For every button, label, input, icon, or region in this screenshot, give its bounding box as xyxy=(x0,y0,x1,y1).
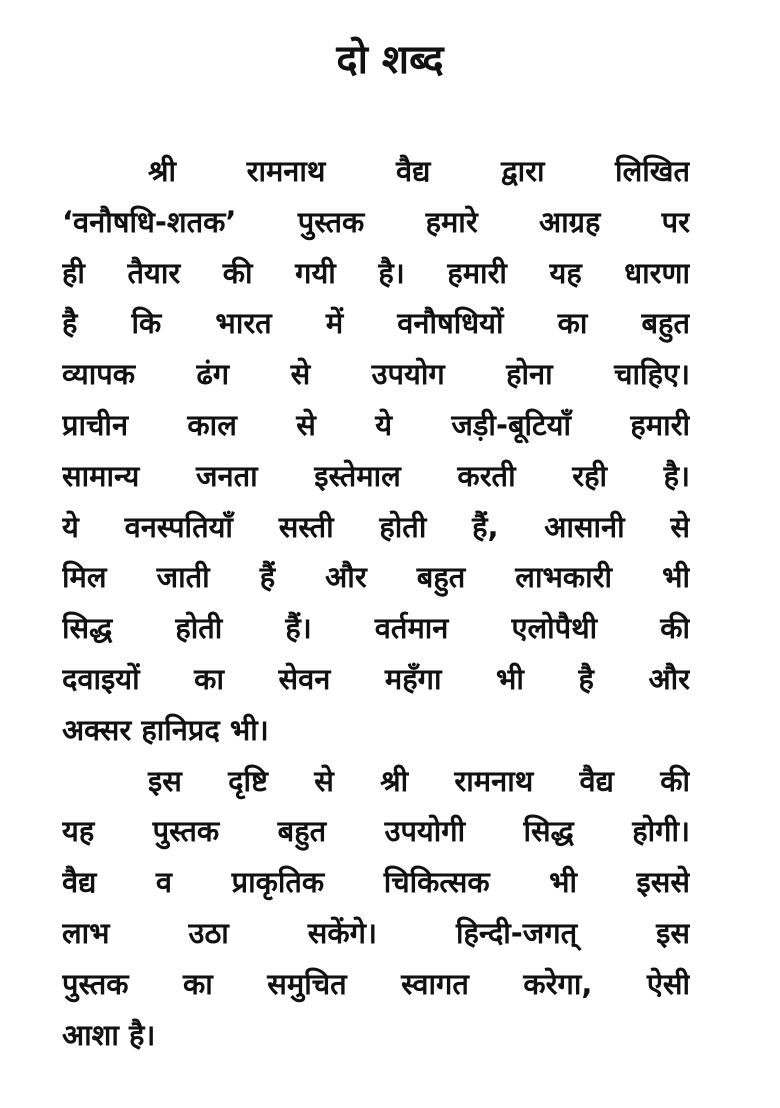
text-line: सिद्ध होती हैं। वर्तमान एलोपैथी की xyxy=(62,611,690,646)
text-line: वैद्य व प्राकृतिक चिकित्सक भी इससे xyxy=(62,865,690,900)
text-line: अक्सर हानिप्रद भी। xyxy=(62,712,269,747)
text-line: मिल जाती हैं और बहुत लाभकारी भी xyxy=(62,560,690,595)
paragraph-1 xyxy=(62,146,690,756)
paragraph-2 xyxy=(62,756,690,1061)
text-line: है कि भारत में वनौषधियों का बहुत xyxy=(62,306,690,341)
text-line: यह पुस्तक बहुत उपयोगी सिद्ध होगी। xyxy=(62,814,690,849)
page-title: दो शब्द xyxy=(336,37,444,83)
text-line: लाभ उठा सकेंगे। हिन्दी-जगत् इस xyxy=(62,915,690,950)
text-line: ही तैयार की गयी है। हमारी यह धारणा xyxy=(62,255,690,290)
text-line: दवाइयों का सेवन महँगा भी है और xyxy=(62,661,690,696)
text-line: इस दृष्टि से श्री रामनाथ वैद्य की xyxy=(148,763,690,798)
text-line: पुस्तक का समुचित स्वागत करेगा, ऐसी xyxy=(62,966,690,1001)
text-line: प्राचीन काल से ये जड़ी-बूटियाँ हमारी xyxy=(62,407,690,442)
text-line: सामान्य जनता इस्तेमाल करती रही है। xyxy=(62,458,690,493)
text-line: ये वनस्पतियाँ सस्ती होती हैं, आसानी से xyxy=(62,509,690,544)
text-line: आशा है। xyxy=(62,1017,156,1052)
text-line: ‘वनौषधि-शतक’ पुस्तक हमारे आग्रह पर xyxy=(62,204,690,239)
text-line: व्यापक ढंग से उपयोग होना चाहिए। xyxy=(62,357,690,392)
text-line: श्री रामनाथ वैद्य द्वारा लिखित xyxy=(148,154,690,188)
document-body xyxy=(62,146,690,1060)
